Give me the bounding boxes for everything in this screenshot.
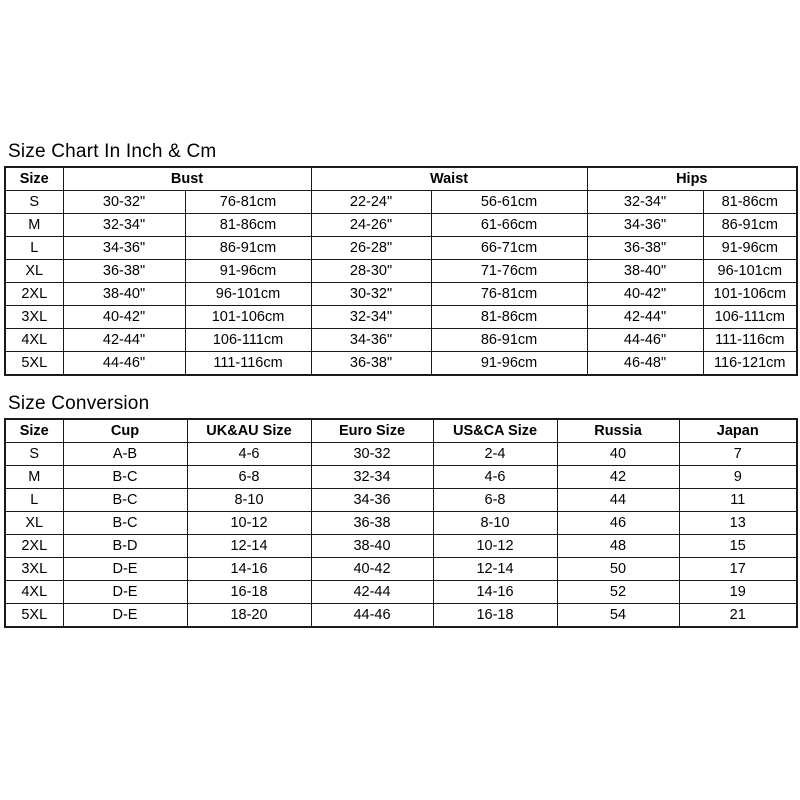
size-conversion-title: Size Conversion — [8, 393, 150, 414]
cell-bust-in: 32-34" — [63, 214, 185, 237]
size-chart-row — [5, 237, 797, 260]
cell-euro: 44-46 — [311, 604, 433, 628]
cell-waist-in: 30-32" — [311, 283, 431, 306]
cell-hips-cm: 106-111cm — [703, 306, 797, 329]
cell-ukau: 6-8 — [187, 466, 311, 489]
cell-usca: 6-8 — [433, 489, 557, 512]
cell-hips-cm: 96-101cm — [703, 260, 797, 283]
cell-size: S — [5, 191, 63, 214]
cell-euro: 32-34 — [311, 466, 433, 489]
cell-usca: 16-18 — [433, 604, 557, 628]
cell-cup: B-D — [63, 535, 187, 558]
cell-size: 2XL — [5, 283, 63, 306]
cell-euro: 36-38 — [311, 512, 433, 535]
japan-header: Japan — [679, 419, 797, 443]
cell-size: M — [5, 466, 63, 489]
cell-usca: 14-16 — [433, 581, 557, 604]
size-conversion-row — [5, 581, 797, 604]
size-conversion-table — [4, 418, 798, 628]
cell-ukau: 18-20 — [187, 604, 311, 628]
cell-euro: 38-40 — [311, 535, 433, 558]
cell-japan: 11 — [679, 489, 797, 512]
size-header: Size — [5, 167, 63, 191]
cell-cup: B-C — [63, 489, 187, 512]
cell-waist-cm: 86-91cm — [431, 329, 587, 352]
size-chart-row — [5, 306, 797, 329]
cell-russia: 44 — [557, 489, 679, 512]
cell-size: 5XL — [5, 352, 63, 376]
cell-waist-in: 26-28" — [311, 237, 431, 260]
cell-cup: D-E — [63, 558, 187, 581]
bust-header: Bust — [63, 167, 311, 191]
cell-size: L — [5, 237, 63, 260]
cell-bust-in: 42-44" — [63, 329, 185, 352]
cup-header: Cup — [63, 419, 187, 443]
cell-japan: 7 — [679, 443, 797, 466]
size-conversion-row — [5, 489, 797, 512]
cell-russia: 46 — [557, 512, 679, 535]
size-conversion-header-row — [5, 419, 797, 443]
cell-size: 3XL — [5, 558, 63, 581]
cell-ukau: 12-14 — [187, 535, 311, 558]
size-conversion-row — [5, 604, 797, 628]
cell-euro: 30-32 — [311, 443, 433, 466]
cell-bust-in: 34-36" — [63, 237, 185, 260]
size-chart-row — [5, 329, 797, 352]
cell-waist-cm: 91-96cm — [431, 352, 587, 376]
cell-bust-cm: 91-96cm — [185, 260, 311, 283]
cell-russia: 50 — [557, 558, 679, 581]
size-chart-row — [5, 352, 797, 376]
cell-bust-in: 36-38" — [63, 260, 185, 283]
size-chart-row — [5, 283, 797, 306]
cell-russia: 42 — [557, 466, 679, 489]
cell-waist-cm: 66-71cm — [431, 237, 587, 260]
usca-size-header: US&CA Size — [433, 419, 557, 443]
cell-waist-in: 32-34" — [311, 306, 431, 329]
cell-hips-in: 40-42" — [587, 283, 703, 306]
cell-size: 4XL — [5, 329, 63, 352]
cell-russia: 54 — [557, 604, 679, 628]
cell-ukau: 4-6 — [187, 443, 311, 466]
cell-hips-in: 32-34" — [587, 191, 703, 214]
cell-waist-in: 22-24" — [311, 191, 431, 214]
cell-bust-cm: 106-111cm — [185, 329, 311, 352]
cell-bust-cm: 81-86cm — [185, 214, 311, 237]
cell-japan: 9 — [679, 466, 797, 489]
cell-hips-in: 44-46" — [587, 329, 703, 352]
cell-cup: B-C — [63, 512, 187, 535]
cell-hips-cm: 91-96cm — [703, 237, 797, 260]
cell-ukau: 16-18 — [187, 581, 311, 604]
cell-hips-cm: 81-86cm — [703, 191, 797, 214]
cell-russia: 52 — [557, 581, 679, 604]
cell-waist-cm: 76-81cm — [431, 283, 587, 306]
hips-header: Hips — [587, 167, 797, 191]
size-chart-table — [4, 166, 798, 376]
cell-ukau: 10-12 — [187, 512, 311, 535]
cell-usca: 10-12 — [433, 535, 557, 558]
cell-ukau: 14-16 — [187, 558, 311, 581]
cell-bust-cm: 96-101cm — [185, 283, 311, 306]
size-chart-title: Size Chart In Inch & Cm — [8, 141, 217, 162]
cell-size: 5XL — [5, 604, 63, 628]
cell-bust-cm: 111-116cm — [185, 352, 311, 376]
euro-size-header: Euro Size — [311, 419, 433, 443]
cell-japan: 19 — [679, 581, 797, 604]
cell-size: M — [5, 214, 63, 237]
size-conversion-row — [5, 443, 797, 466]
cell-hips-in: 42-44" — [587, 306, 703, 329]
cell-hips-cm: 111-116cm — [703, 329, 797, 352]
cell-bust-cm: 86-91cm — [185, 237, 311, 260]
cell-cup: D-E — [63, 581, 187, 604]
cell-hips-in: 38-40" — [587, 260, 703, 283]
cell-usca: 12-14 — [433, 558, 557, 581]
cell-japan: 13 — [679, 512, 797, 535]
size-chart-row — [5, 214, 797, 237]
size-conversion-row — [5, 535, 797, 558]
cell-size: 4XL — [5, 581, 63, 604]
russia-header: Russia — [557, 419, 679, 443]
cell-waist-cm: 56-61cm — [431, 191, 587, 214]
cell-usca: 8-10 — [433, 512, 557, 535]
waist-header: Waist — [311, 167, 587, 191]
cell-hips-in: 34-36" — [587, 214, 703, 237]
cell-waist-cm: 61-66cm — [431, 214, 587, 237]
cell-cup: B-C — [63, 466, 187, 489]
cell-bust-cm: 76-81cm — [185, 191, 311, 214]
cell-size: L — [5, 489, 63, 512]
size-conversion-row — [5, 558, 797, 581]
cell-bust-cm: 101-106cm — [185, 306, 311, 329]
cell-size: XL — [5, 260, 63, 283]
cell-euro: 40-42 — [311, 558, 433, 581]
size-chart-row — [5, 191, 797, 214]
cell-bust-in: 30-32" — [63, 191, 185, 214]
cell-cup: A-B — [63, 443, 187, 466]
cell-bust-in: 40-42" — [63, 306, 185, 329]
cell-hips-cm: 116-121cm — [703, 352, 797, 376]
cell-bust-in: 44-46" — [63, 352, 185, 376]
conv-size-header: Size — [5, 419, 63, 443]
cell-waist-cm: 71-76cm — [431, 260, 587, 283]
size-conversion-row — [5, 512, 797, 535]
ukau-size-header: UK&AU Size — [187, 419, 311, 443]
cell-waist-in: 36-38" — [311, 352, 431, 376]
cell-hips-cm: 86-91cm — [703, 214, 797, 237]
cell-bust-in: 38-40" — [63, 283, 185, 306]
size-conversion-row — [5, 466, 797, 489]
cell-waist-cm: 81-86cm — [431, 306, 587, 329]
cell-japan: 17 — [679, 558, 797, 581]
size-chart-header-row — [5, 167, 797, 191]
cell-waist-in: 28-30" — [311, 260, 431, 283]
cell-usca: 4-6 — [433, 466, 557, 489]
size-chart-row — [5, 260, 797, 283]
cell-hips-in: 36-38" — [587, 237, 703, 260]
cell-size: 3XL — [5, 306, 63, 329]
cell-ukau: 8-10 — [187, 489, 311, 512]
cell-waist-in: 24-26" — [311, 214, 431, 237]
cell-size: 2XL — [5, 535, 63, 558]
cell-euro: 34-36 — [311, 489, 433, 512]
cell-waist-in: 34-36" — [311, 329, 431, 352]
cell-hips-in: 46-48" — [587, 352, 703, 376]
cell-japan: 21 — [679, 604, 797, 628]
cell-euro: 42-44 — [311, 581, 433, 604]
cell-size: S — [5, 443, 63, 466]
cell-cup: D-E — [63, 604, 187, 628]
cell-usca: 2-4 — [433, 443, 557, 466]
cell-russia: 48 — [557, 535, 679, 558]
cell-size: XL — [5, 512, 63, 535]
cell-japan: 15 — [679, 535, 797, 558]
cell-russia: 40 — [557, 443, 679, 466]
cell-hips-cm: 101-106cm — [703, 283, 797, 306]
